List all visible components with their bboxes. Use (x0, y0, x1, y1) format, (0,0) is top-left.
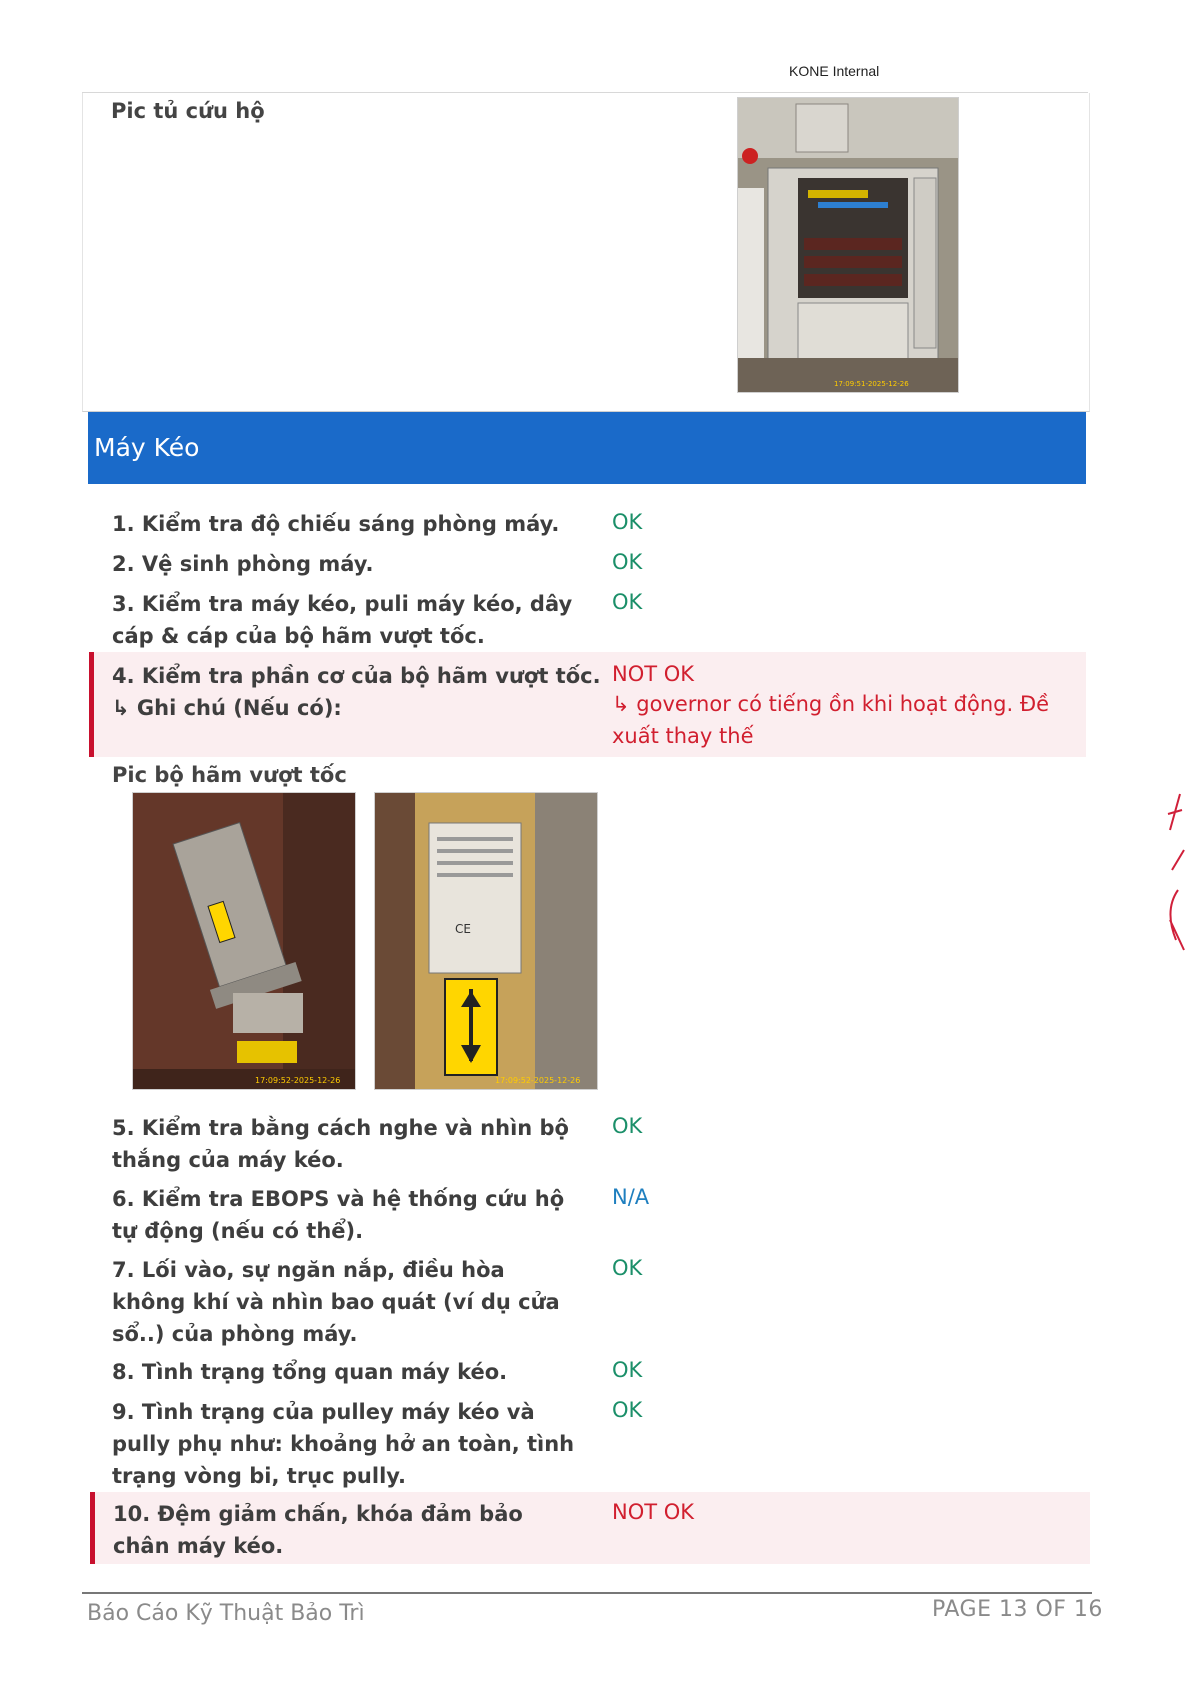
section-header-machine (88, 412, 1086, 484)
rescue-cabinet-photo[interactable] (737, 97, 959, 393)
governor-pic-label: Pic bộ hãm vượt tốc (112, 763, 347, 787)
checklist-item: 2. Vệ sinh phòng máy. (112, 552, 374, 576)
footer-divider (82, 1592, 1092, 1594)
status-badge: OK (612, 510, 643, 534)
section-title: Máy Kéo (94, 433, 200, 462)
not-ok-marker (90, 1492, 95, 1564)
checklist-item: 3. Kiểm tra máy kéo, puli máy kéo, dây cáp & cáp của bộ hãm vượt tốc. (112, 592, 573, 648)
status-badge: OK (612, 1256, 643, 1280)
status-badge: NOT OK (612, 662, 695, 686)
rescue-cabinet-photo-timestamp: 17:09:51-2025-12-26 (834, 380, 909, 388)
governor-photo-1-timestamp: 17:09:52-2025-12-26 (255, 1076, 341, 1085)
status-badge: OK (612, 590, 643, 614)
svg-text:CE: CE (455, 922, 471, 936)
stamp-mark (1160, 790, 1188, 960)
checklist-item: 5. Kiểm tra bằng cách nghe và nhìn bộ thắng của máy kéo. (112, 1116, 569, 1172)
status-badge: OK (612, 550, 643, 574)
classification-label: KONE Internal (789, 63, 880, 79)
status-badge: OK (612, 1114, 643, 1138)
status-badge: NOT OK (612, 1500, 695, 1524)
checklist-item: 1. Kiểm tra độ chiếu sáng phòng máy. (112, 512, 560, 536)
rescue-cabinet-section (82, 93, 1090, 412)
footer-title: Báo Cáo Kỹ Thuật Bảo Trì (87, 1601, 365, 1626)
page-number: PAGE 13 OF 16 (932, 1597, 1103, 1622)
checklist-item: 6. Kiểm tra EBOPS và hệ thống cứu hộ tự động (nếu có thể). (112, 1187, 565, 1243)
governor-photo-1[interactable] (132, 792, 356, 1090)
checklist-item: 4. Kiểm tra phần cơ của bộ hãm vượt tốc. (112, 664, 601, 688)
status-badge: N/A (612, 1185, 650, 1209)
status-badge: OK (612, 1398, 643, 1422)
not-ok-marker (89, 652, 94, 757)
status-badge: OK (612, 1358, 643, 1382)
governor-photo-2[interactable] (374, 792, 598, 1090)
note-label: ↳ Ghi chú (Nếu có): (112, 696, 342, 720)
checklist-item: 10. Đệm giảm chấn, khóa đảm bảo chân máy kéo. (113, 1502, 523, 1558)
rescue-cabinet-label: Pic tủ cứu hộ (111, 99, 265, 123)
note-value: ↳ governor có tiếng ồn khi hoạt động. Đề xuất thay thế (612, 692, 1050, 748)
governor-photo-2-timestamp: 17:09:52-2025-12-26 (495, 1076, 581, 1085)
checklist-item: 7. Lối vào, sự ngăn nắp, điều hòa không khí và nhìn bao quát (ví dụ cửa sổ..) của phòng máy. (112, 1258, 560, 1346)
checklist-item: 9. Tình trạng của pulley máy kéo và pully phụ như: khoảng hở an toàn, tình trạng vòng bi, trục pully. (112, 1400, 575, 1488)
checklist-item: 8. Tình trạng tổng quan máy kéo. (112, 1360, 508, 1384)
